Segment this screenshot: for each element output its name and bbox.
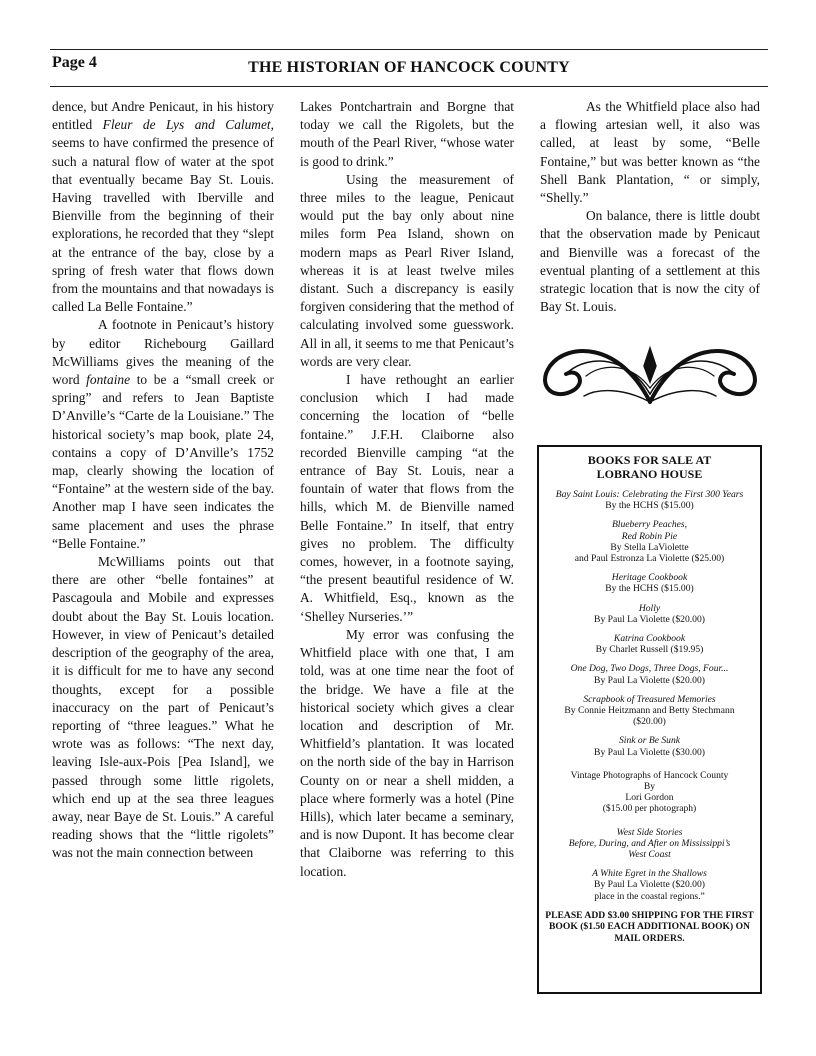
paragraph: Lakes Pontchartrain and Borgne that today we call the Rigolets, but the mouth of the Pearl River, “whose water is good to drink.” bbox=[300, 99, 514, 169]
scroll-ornament-icon bbox=[528, 336, 772, 412]
books-for-sale-box bbox=[537, 445, 762, 994]
vintage-photographs-listing: Vintage Photographs of Hancock County By Lori Gordon ($15.00 per photograph) bbox=[570, 769, 729, 815]
paragraph: My error was confusing the Whitfield place with one that, I am told, was at one time near the foot of the bridge. We have a file at the historical society which gives a clear location and description of Mr. Whitfield’s plantation. It was located on the north side of the bay in Harrison County on or near a shell midden, a place where formerly was a hotel (Pine Hills), which later became a seminary, and is now Dupont. It has become clear that Claiborne was referring to this location. bbox=[300, 626, 514, 879]
paragraph: I have rethought an earlier conclusion which I had made concerning the location of “belle fontaine.” J.F.H. Claiborne also recorded Bienville camping “at the entrance of Bay St. Louis, near a fountain of water that flows from the hills, which M. de Bienville named Belle Fontaine.” In itself, that entry gives no problem. The difficulty comes, however, in a footnote saying, “the present beautiful residence of W. A. Whitfield, Esq., known as the ‘Shelley Nurseries.’” bbox=[300, 372, 514, 624]
article-column-2 bbox=[300, 98, 514, 1010]
article-column-1 bbox=[52, 98, 274, 1010]
page-number: Page 4 bbox=[52, 54, 97, 71]
paragraph: McWilliams points out that there are other “belle fontaines” at Pascagoula and Mobile and expresses doubt about the Bay St. Louis location. However, in view of Penicaut’s detailed description of the geography of the area, it is difficult for me to have any second thoughts, except for a possible inaccuracy on the part of Penicaut’s reporting of “three leagues.” What he wrote was as follows: “The next day, leaving Isle-aux-Pois [Pea Island], we passed through some little rigolets, which end up at the sea three leagues away, near Baye de St. Louis.” A careful reading shows that the “little rigolets” was not the main connection between bbox=[52, 554, 274, 861]
white-egret-listing: A White Egret in the Shallows By Paul La Violette ($20.00) place in the coastal regions.” bbox=[592, 868, 707, 902]
paragraph: A footnote in Penicaut’s history by editor Richebourg Gaillard McWilliams gives the meaning of the word fontaine to be a “small creek or spring” and refers to Jean Baptiste D’Anville’s “Carte de la Louisiane.” The historical society’s map book, plate 24, contains a copy of D’Anville’s 1752 map, clearly showing the location of “Fontaine” at the western side of the bay. Another map I have seen indicates the same placement and uses the phrase “Belle Fontaine.” bbox=[52, 317, 274, 551]
book-listing: Sink or Be Sunk By Paul La Violette ($30.00) bbox=[594, 735, 705, 758]
shipping-note: PLEASE ADD $3.00 SHIPPING FOR THE FIRST BOOK ($1.50 EACH ADDITIONAL BOOK) ON MAIL ORDERS. bbox=[545, 909, 754, 944]
publication-title: THE HISTORIAN OF HANCOCK COUNTY bbox=[248, 59, 570, 76]
book-listing: One Dog, Two Dogs, Three Dogs, Four... By Paul La Violette ($20.00) bbox=[570, 663, 729, 686]
book-listing: Holly By Paul La Violette ($20.00) bbox=[594, 602, 705, 625]
book-listing: Bay Saint Louis: Celebrating the First 300 Years By the HCHS ($15.00) bbox=[555, 489, 744, 512]
book-listing: Katrina Cookbook By Charlet Russell ($19.95) bbox=[595, 633, 704, 656]
book-listing: Blueberry Peaches, Red Robin Pie By Stella LaViolette and Paul Estronza La Violette ($25.00) bbox=[574, 519, 725, 565]
book-listing: Heritage Cookbook By the HCHS ($15.00) bbox=[605, 572, 694, 595]
paragraph: Using the measurement of three miles to the league, Penicaut would put the bay only about nine miles form Pea Island, shown on modern maps as Pearl River Island, whereas it is at least twelve miles distant. Such a discrepancy is easily forgiven considering that the method of calculating involved some guesswork. All in all, it seems to me that Penicaut’s words are very clear. bbox=[300, 171, 514, 369]
paragraph: As the Whitfield place also had a flowing artesian well, it also was called, at least by some, “Belle Fontaine,” but was better known as “the Shell Bank Plantation, “ or simply, “Shelly.” bbox=[540, 99, 760, 206]
books-box-title: BOOKS FOR SALE AT LOBRANO HOUSE bbox=[587, 453, 712, 481]
article-column-3 bbox=[540, 98, 760, 348]
paragraph: dence, but Andre Penicaut, in his history entitled Fleur de Lys and Calumet, seems to have confirmed the presence of such a natural flow of water at the spot that eventually became Bay St. Louis. Having travelled with Iberville and Bienville from the beginning of their explorations, he recorded that they “slept at the entrance of the bay, close by a spring of fresh water that flows down from the mountains and that nowadays is called La Belle Fontaine.” bbox=[52, 99, 274, 315]
book-listing: Scrapbook of Treasured Memories By Connie Heitzmann and Betty Stechmann ($20.00) bbox=[564, 693, 735, 728]
west-side-stories-listing: West Side Stories Before, During, and After on Mississippi’s West Coast bbox=[568, 826, 731, 861]
paragraph: On balance, there is little doubt that the observation made by Penicaut and Bienville was a forecast of the eventual planting of a settlement at this strategic location that is now the city of Bay St. Louis. bbox=[540, 208, 760, 315]
header-bottom-rule bbox=[50, 86, 768, 87]
page-header bbox=[50, 50, 768, 86]
